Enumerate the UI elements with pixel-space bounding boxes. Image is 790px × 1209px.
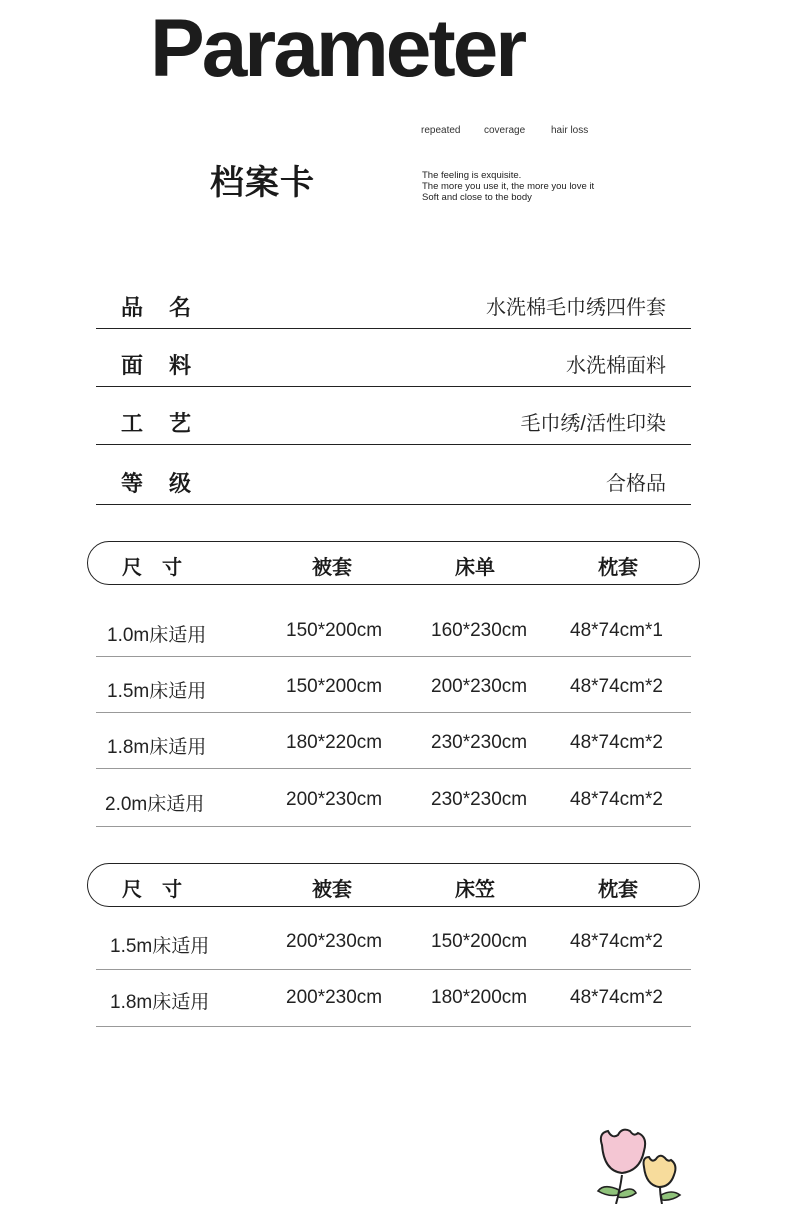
info-value: 合格品 bbox=[606, 473, 666, 495]
info-row-craft bbox=[96, 398, 691, 445]
tagline-line-2: The more you use it, the more you love it bbox=[422, 181, 595, 192]
cell-duvet: 200*230cm bbox=[286, 931, 383, 952]
info-value: 水洗棉毛巾绣四件套 bbox=[486, 297, 666, 319]
size-table-1 bbox=[96, 601, 691, 827]
info-label: 面 料 bbox=[121, 353, 192, 378]
header-size: 尺 寸 bbox=[122, 557, 182, 579]
page-title: Parameter bbox=[150, 3, 525, 94]
cell-pillow: 48*74cm*2 bbox=[570, 931, 663, 952]
tagline bbox=[422, 170, 594, 203]
table-row bbox=[96, 601, 691, 657]
info-label: 等 级 bbox=[121, 471, 192, 496]
cell-sheet: 230*230cm bbox=[431, 789, 528, 810]
cell-pillow: 48*74cm*2 bbox=[570, 789, 663, 810]
cell-duvet: 180*220cm bbox=[286, 732, 383, 753]
cell-bed-size: 1.0m床适用 bbox=[107, 625, 207, 646]
cell-pillow: 48*74cm*1 bbox=[570, 620, 663, 641]
info-label: 品 名 bbox=[121, 295, 192, 320]
cell-pillow: 48*74cm*2 bbox=[570, 676, 663, 697]
table-row bbox=[96, 915, 691, 970]
tag-repeated: repeated bbox=[421, 125, 461, 136]
size-table-2 bbox=[96, 915, 691, 1027]
cell-sheet: 160*230cm bbox=[431, 620, 528, 641]
header-bed-sheet: 床单 bbox=[455, 557, 495, 579]
info-row-fabric bbox=[96, 340, 691, 387]
subtitle-profile-card: 档案卡 bbox=[210, 164, 315, 202]
cell-duvet: 200*230cm bbox=[286, 987, 383, 1008]
header-size: 尺 寸 bbox=[122, 879, 182, 901]
tagline-line-3: Soft and close to the body bbox=[422, 192, 532, 203]
cell-bed-size: 1.5m床适用 bbox=[110, 936, 210, 957]
tagline-line-1: The feeling is exquisite. bbox=[422, 170, 522, 181]
cell-sheet: 230*230cm bbox=[431, 732, 528, 753]
cell-fitted: 150*200cm bbox=[431, 931, 528, 952]
cell-bed-size: 2.0m床适用 bbox=[105, 794, 205, 815]
info-value: 水洗棉面料 bbox=[566, 355, 666, 377]
header-pillowcase: 枕套 bbox=[598, 879, 638, 901]
cell-pillow: 48*74cm*2 bbox=[570, 987, 663, 1008]
cell-duvet: 200*230cm bbox=[286, 789, 383, 810]
table-row bbox=[96, 657, 691, 713]
header-pillowcase: 枕套 bbox=[598, 557, 638, 579]
info-label: 工 艺 bbox=[121, 411, 192, 436]
cell-bed-size: 1.8m床适用 bbox=[110, 992, 210, 1013]
tag-hair-loss: hair loss bbox=[551, 125, 589, 136]
header-fitted-sheet: 床笠 bbox=[455, 879, 495, 901]
tag-coverage: coverage bbox=[484, 125, 526, 136]
info-row-name bbox=[96, 282, 691, 329]
product-info-list bbox=[96, 282, 691, 516]
cell-duvet: 150*200cm bbox=[286, 676, 383, 697]
cell-duvet: 150*200cm bbox=[286, 620, 383, 641]
size-table-1-header bbox=[87, 541, 700, 585]
size-table-2-header bbox=[87, 863, 700, 907]
table-row bbox=[96, 970, 691, 1027]
cell-bed-size: 1.8m床适用 bbox=[107, 737, 207, 758]
cell-pillow: 48*74cm*2 bbox=[570, 732, 663, 753]
info-row-grade bbox=[96, 456, 691, 505]
table-row bbox=[96, 769, 691, 827]
cell-fitted: 180*200cm bbox=[431, 987, 528, 1008]
table-row bbox=[96, 713, 691, 769]
info-value: 毛巾绣/活性印染 bbox=[520, 413, 666, 435]
header-duvet-cover: 被套 bbox=[312, 557, 352, 579]
tulip-doodle-icon bbox=[592, 1125, 692, 1209]
header-duvet-cover: 被套 bbox=[312, 879, 352, 901]
cell-bed-size: 1.5m床适用 bbox=[107, 681, 207, 702]
cell-sheet: 200*230cm bbox=[431, 676, 528, 697]
